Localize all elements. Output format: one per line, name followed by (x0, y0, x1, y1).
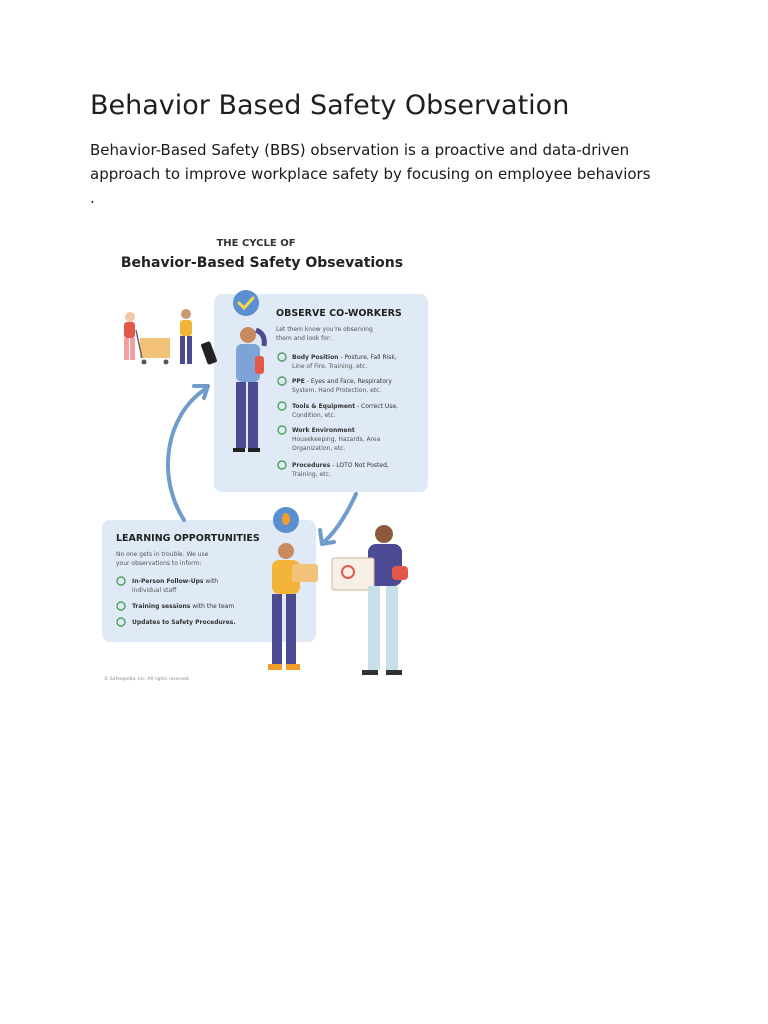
observe-item-text: Line of Fire, Training, etc. (292, 363, 368, 370)
supervisor-leg (386, 586, 398, 670)
cart-boxes (140, 338, 170, 358)
observe-intro-line2: them and look for: (276, 335, 332, 342)
observe-item-text: Training, etc. (292, 471, 331, 478)
worker-leg (124, 338, 129, 360)
learning-item-procedures (117, 618, 236, 626)
worker-leg (180, 336, 185, 364)
worker-head (125, 312, 135, 322)
supervisor-shoe (386, 670, 402, 675)
worker-vest (180, 320, 192, 336)
supervisor-shoe (362, 670, 378, 675)
learning-item-training (117, 602, 234, 610)
svg-text:PPE - Eyes and Face, Respirato (292, 378, 392, 385)
check-badge-icon (233, 290, 259, 316)
supervisor-leg (368, 586, 380, 670)
observer-leg (236, 382, 246, 448)
worker-leg (187, 336, 192, 364)
intro-trailing: . (90, 189, 95, 207)
learning-item-label: In-Person Follow-Ups (132, 578, 204, 585)
cart-wheel (164, 360, 169, 365)
worker-leg (272, 594, 282, 664)
observer-head (240, 327, 256, 343)
supervisor-arm (392, 566, 408, 580)
svg-text:Updates to Safety Procedures. (132, 619, 236, 626)
worker-shoe (286, 664, 300, 670)
observe-item-label: Work Environment (292, 427, 355, 434)
observe-item-text: - Posture, Fall Risk, (338, 354, 397, 361)
observe-item-text: Housekeeping, Hazards, Area (292, 436, 381, 443)
worker-shoe (268, 664, 282, 670)
worker-body (124, 322, 135, 338)
observe-item-text: System, Hand Protection, etc. (292, 387, 382, 394)
observer-leg (248, 382, 258, 448)
intro-paragraph (90, 138, 680, 210)
observe-item-label: PPE (292, 378, 305, 385)
infographic-heading: Behavior-Based Safety Obsevations (120, 255, 404, 271)
worker-leg (130, 338, 135, 360)
observe-item-text: - Correct Use, (355, 403, 398, 410)
observe-item-label: Body Position (292, 354, 339, 361)
learning-item-label: Training sessions (132, 603, 191, 610)
worker-head (181, 309, 191, 319)
intro-text: Behavior-Based Safety (BBS) observation is a proactive and data-driven approach to improve workplace safety by focusing on employee behaviors (90, 141, 651, 183)
supervisor-with-clipboard-illustration (332, 525, 408, 675)
cart-wheel (142, 360, 147, 365)
learning-intro-line2: your observations to inform: (116, 560, 202, 567)
observer-shoe (233, 448, 245, 452)
observe-item-text: - LOTO Not Posted, (330, 462, 389, 469)
observe-item-label: Tools & Equipment (292, 403, 356, 410)
observe-item-text: Condition, etc. (292, 412, 336, 419)
bbs-cycle-infographic (96, 226, 436, 688)
observe-item-text: - Eyes and Face, Respiratory (304, 378, 392, 385)
svg-text:Work Environment (292, 427, 355, 434)
worker-leg (286, 594, 296, 664)
learning-item-text: with the team (190, 603, 235, 610)
svg-text:Tools & Equipment - Correct Us (292, 403, 398, 410)
observe-item-label: Procedures (292, 462, 331, 469)
observe-intro-line1: Let them know you're observing (276, 326, 373, 333)
observe-title: OBSERVE CO-WORKERS (276, 308, 402, 319)
observer-arm (255, 356, 264, 374)
observer-shoe (248, 448, 260, 452)
learning-item-label: Updates to Safety Procedures. (132, 619, 236, 626)
observe-item-text: Organization, etc. (292, 445, 346, 452)
svg-text:Procedures - LOTO Not Posted, (292, 462, 389, 469)
learning-item-text: individual staff (132, 587, 177, 594)
page-title: Behavior Based Safety Observation (90, 90, 570, 121)
infographic-footer: © Safeopedia, Inc. All rights reserved. (104, 677, 191, 682)
lightbulb-icon (282, 513, 290, 525)
svg-text:Body Position - Posture, Fall (292, 354, 397, 361)
svg-text:In-Person Follow-Ups with (132, 578, 218, 585)
svg-text:Training sessions with the tea (132, 603, 234, 610)
infographic-kicker: THE CYCLE OF (216, 238, 296, 249)
cycle-arrow-down-icon (324, 494, 356, 542)
learning-intro-line1: No one gets in trouble. We use (116, 551, 209, 558)
learning-title: LEARNING OPPORTUNITIES (116, 533, 260, 544)
cycle-arrow-up-icon (168, 390, 204, 520)
workers-with-cart-illustration (124, 309, 192, 365)
worker-head (278, 543, 294, 559)
held-box (292, 564, 318, 582)
supervisor-head (375, 525, 393, 543)
learning-item-text: with (203, 578, 219, 585)
